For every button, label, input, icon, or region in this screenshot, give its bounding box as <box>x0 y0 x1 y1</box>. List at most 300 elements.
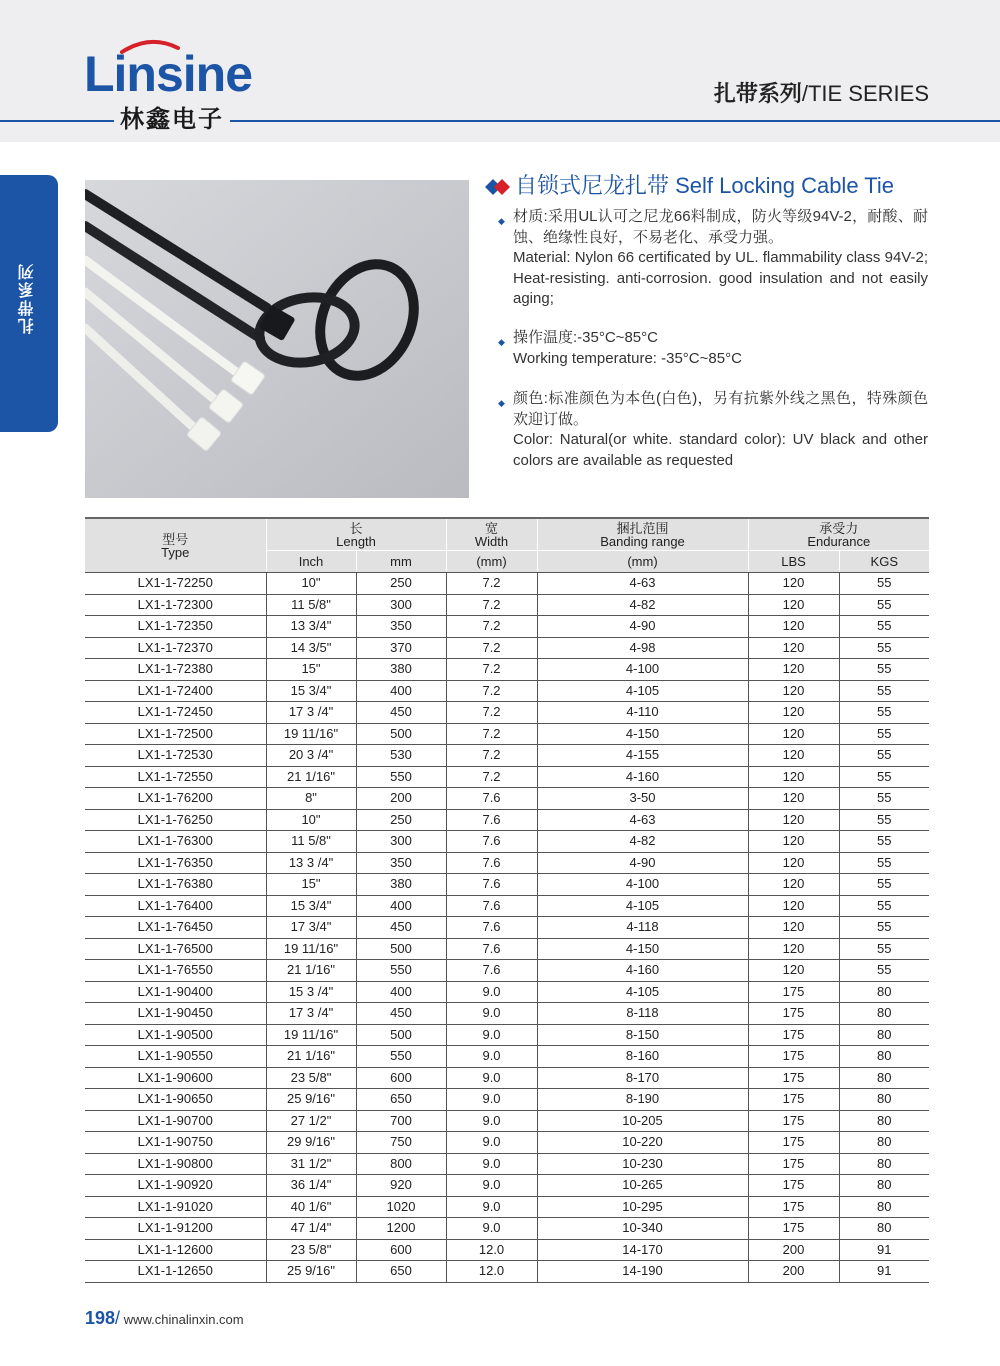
cell-inch: 31 1/2" <box>266 1153 356 1175</box>
cell-width: 9.0 <box>446 1153 537 1175</box>
cell-lbs: 175 <box>748 1003 839 1025</box>
cell-width: 7.2 <box>446 702 537 724</box>
cell-mm: 370 <box>356 637 446 659</box>
cell-type: LX1-1-90700 <box>85 1110 266 1132</box>
cell-type: LX1-1-76200 <box>85 788 266 810</box>
cell-inch: 19 11/16" <box>266 723 356 745</box>
cell-type: LX1-1-12600 <box>85 1239 266 1261</box>
cell-kgs: 55 <box>839 637 929 659</box>
cell-mm: 350 <box>356 852 446 874</box>
cell-inch: 21 1/16" <box>266 960 356 982</box>
cell-lbs: 120 <box>748 680 839 702</box>
feature-material <box>498 207 928 310</box>
cell-range: 4-82 <box>537 594 748 616</box>
cell-lbs: 120 <box>748 766 839 788</box>
cell-lbs: 120 <box>748 594 839 616</box>
cell-range: 4-63 <box>537 573 748 595</box>
cell-lbs: 175 <box>748 1196 839 1218</box>
cell-width: 9.0 <box>446 1067 537 1089</box>
cell-lbs: 120 <box>748 831 839 853</box>
cell-mm: 400 <box>356 981 446 1003</box>
cell-range: 4-105 <box>537 895 748 917</box>
cell-lbs: 175 <box>748 1218 839 1240</box>
cell-kgs: 55 <box>839 938 929 960</box>
cell-type: LX1-1-76380 <box>85 874 266 896</box>
cell-lbs: 175 <box>748 1089 839 1111</box>
cell-mm: 1020 <box>356 1196 446 1218</box>
cell-type: LX1-1-72500 <box>85 723 266 745</box>
cell-inch: 13 3 /4" <box>266 852 356 874</box>
cell-kgs: 80 <box>839 1003 929 1025</box>
cell-mm: 700 <box>356 1110 446 1132</box>
cell-range: 10-205 <box>537 1110 748 1132</box>
series-title-cn: 扎带系列 <box>713 81 802 106</box>
table-row <box>85 1175 929 1197</box>
cell-width: 9.0 <box>446 1218 537 1240</box>
table-row <box>85 659 929 681</box>
table-row <box>85 723 929 745</box>
cell-type: LX1-1-76450 <box>85 917 266 939</box>
cell-inch: 36 1/4" <box>266 1175 356 1197</box>
cell-lbs: 120 <box>748 723 839 745</box>
cell-kgs: 80 <box>839 1153 929 1175</box>
cell-lbs: 120 <box>748 917 839 939</box>
cell-type: LX1-1-90750 <box>85 1132 266 1154</box>
col-length: 长 Length <box>266 518 446 551</box>
spec-table <box>85 517 929 1283</box>
cell-width: 9.0 <box>446 1024 537 1046</box>
cell-mm: 450 <box>356 1003 446 1025</box>
table-row <box>85 1003 929 1025</box>
series-title-en: /TIE SERIES <box>801 81 929 106</box>
cell-kgs: 80 <box>839 1046 929 1068</box>
col-lbs: LBS <box>748 551 839 573</box>
cell-width: 9.0 <box>446 981 537 1003</box>
cell-lbs: 200 <box>748 1239 839 1261</box>
feature-color-en: Color: Natural(or white. standard color): UV black and other colors are available as requested <box>513 431 928 469</box>
cell-range: 10-295 <box>537 1196 748 1218</box>
cell-kgs: 55 <box>839 745 929 767</box>
cell-type: LX1-1-76400 <box>85 895 266 917</box>
cell-lbs: 120 <box>748 637 839 659</box>
cell-range: 4-160 <box>537 766 748 788</box>
cell-type: LX1-1-90400 <box>85 981 266 1003</box>
cell-mm: 800 <box>356 1153 446 1175</box>
cell-inch: 15 3/4" <box>266 895 356 917</box>
cell-width: 9.0 <box>446 1110 537 1132</box>
cell-inch: 19 11/16" <box>266 938 356 960</box>
cell-kgs: 55 <box>839 917 929 939</box>
cell-lbs: 175 <box>748 1175 839 1197</box>
cell-kgs: 80 <box>839 1196 929 1218</box>
cell-kgs: 80 <box>839 1089 929 1111</box>
cell-type: LX1-1-91200 <box>85 1218 266 1240</box>
col-width: 宽 Width <box>446 518 537 551</box>
cell-mm: 650 <box>356 1089 446 1111</box>
cell-kgs: 55 <box>839 809 929 831</box>
table-row <box>85 1067 929 1089</box>
cell-lbs: 175 <box>748 1153 839 1175</box>
cell-mm: 380 <box>356 659 446 681</box>
table-row <box>85 895 929 917</box>
cell-mm: 350 <box>356 616 446 638</box>
cell-range: 8-160 <box>537 1046 748 1068</box>
cell-mm: 380 <box>356 874 446 896</box>
table-row <box>85 1132 929 1154</box>
cell-range: 4-82 <box>537 831 748 853</box>
cell-inch: 15" <box>266 659 356 681</box>
website-url: www.chinalinxin.com <box>123 1312 244 1327</box>
cell-lbs: 175 <box>748 1024 839 1046</box>
cell-kgs: 80 <box>839 1110 929 1132</box>
cell-range: 4-110 <box>537 702 748 724</box>
cell-width: 7.2 <box>446 616 537 638</box>
cell-lbs: 120 <box>748 809 839 831</box>
table-row <box>85 1239 929 1261</box>
cell-inch: 15 3/4" <box>266 680 356 702</box>
cell-mm: 250 <box>356 809 446 831</box>
cell-range: 10-230 <box>537 1153 748 1175</box>
cell-inch: 25 9/16" <box>266 1261 356 1283</box>
cell-width: 12.0 <box>446 1239 537 1261</box>
cell-inch: 20 3 /4" <box>266 745 356 767</box>
cell-lbs: 120 <box>748 852 839 874</box>
table-row <box>85 1046 929 1068</box>
table-row <box>85 960 929 982</box>
cell-kgs: 55 <box>839 702 929 724</box>
cell-width: 9.0 <box>446 1046 537 1068</box>
cell-range: 4-150 <box>537 938 748 960</box>
col-banding-range: 捆扎范围 Banding range <box>537 518 748 551</box>
cell-range: 4-105 <box>537 981 748 1003</box>
cell-range: 10-220 <box>537 1132 748 1154</box>
cell-range: 14-190 <box>537 1261 748 1283</box>
bullet-icon: ◆ <box>498 337 505 347</box>
cell-inch: 15 3 /4" <box>266 981 356 1003</box>
feature-temperature-cn: 操作温度:-35°C~85°C <box>513 329 658 346</box>
cell-mm: 530 <box>356 745 446 767</box>
cell-mm: 750 <box>356 1132 446 1154</box>
cell-lbs: 120 <box>748 659 839 681</box>
cell-width: 9.0 <box>446 1132 537 1154</box>
table-row <box>85 616 929 638</box>
cell-kgs: 55 <box>839 831 929 853</box>
table-row <box>85 637 929 659</box>
feature-color-cn: 颜色:标准颜色为本色(白色)，另有抗紫外线之黑色，特殊颜色欢迎订做。 <box>513 390 928 428</box>
cell-inch: 8" <box>266 788 356 810</box>
cell-range: 8-118 <box>537 1003 748 1025</box>
table-row <box>85 680 929 702</box>
table-row <box>85 788 929 810</box>
cell-width: 9.0 <box>446 1175 537 1197</box>
cell-range: 4-100 <box>537 659 748 681</box>
table-row <box>85 809 929 831</box>
cell-range: 8-170 <box>537 1067 748 1089</box>
col-mm: mm <box>356 551 446 573</box>
cell-kgs: 80 <box>839 1067 929 1089</box>
cell-width: 7.6 <box>446 874 537 896</box>
cell-width: 9.0 <box>446 1089 537 1111</box>
table-row <box>85 766 929 788</box>
cell-range: 4-90 <box>537 852 748 874</box>
cell-width: 7.2 <box>446 573 537 595</box>
table-row <box>85 702 929 724</box>
cell-inch: 11 5/8" <box>266 831 356 853</box>
cell-lbs: 175 <box>748 981 839 1003</box>
cell-width: 7.2 <box>446 745 537 767</box>
cell-type: LX1-1-72380 <box>85 659 266 681</box>
cell-kgs: 55 <box>839 680 929 702</box>
cell-kgs: 80 <box>839 1175 929 1197</box>
footer <box>85 1308 244 1330</box>
cell-inch: 10" <box>266 809 356 831</box>
cell-width: 7.2 <box>446 594 537 616</box>
cell-inch: 14 3/5" <box>266 637 356 659</box>
cell-type: LX1-1-12650 <box>85 1261 266 1283</box>
cell-type: LX1-1-76550 <box>85 960 266 982</box>
feature-temperature-en: Working temperature: -35°C~85°C <box>513 349 742 367</box>
feature-color <box>498 389 928 471</box>
cell-width: 12.0 <box>446 1261 537 1283</box>
col-kgs: KGS <box>839 551 929 573</box>
cell-lbs: 120 <box>748 895 839 917</box>
cell-inch: 40 1/6" <box>266 1196 356 1218</box>
feature-temperature <box>498 328 928 369</box>
table-row <box>85 1261 929 1283</box>
cell-kgs: 55 <box>839 895 929 917</box>
cell-range: 4-90 <box>537 616 748 638</box>
cell-kgs: 55 <box>839 594 929 616</box>
cell-mm: 200 <box>356 788 446 810</box>
product-title <box>485 172 894 200</box>
cell-inch: 17 3 /4" <box>266 702 356 724</box>
cell-type: LX1-1-90800 <box>85 1153 266 1175</box>
footer-slash: / <box>115 1308 121 1328</box>
series-title <box>714 80 929 108</box>
feature-material-cn: 材质:采用UL认可之尼龙66料制成，防火等级94V-2，耐酸、耐蚀、绝缘性良好，不易老化、承受力强。 <box>513 208 928 246</box>
cell-width: 9.0 <box>446 1003 537 1025</box>
cell-type: LX1-1-90920 <box>85 1175 266 1197</box>
cell-kgs: 80 <box>839 1218 929 1240</box>
cell-kgs: 80 <box>839 1132 929 1154</box>
cell-width: 7.6 <box>446 895 537 917</box>
cell-type: LX1-1-90650 <box>85 1089 266 1111</box>
cell-mm: 450 <box>356 702 446 724</box>
product-title-text: 自锁式尼龙扎带 Self Locking Cable Tie <box>515 173 895 198</box>
cell-kgs: 91 <box>839 1261 929 1283</box>
cell-mm: 650 <box>356 1261 446 1283</box>
cell-kgs: 91 <box>839 1239 929 1261</box>
cell-kgs: 55 <box>839 616 929 638</box>
cell-type: LX1-1-90550 <box>85 1046 266 1068</box>
brand-name-cn: 林鑫电子 <box>114 106 230 134</box>
diamond-bullets-icon <box>485 179 511 195</box>
cell-lbs: 120 <box>748 960 839 982</box>
cell-type: LX1-1-72550 <box>85 766 266 788</box>
cell-mm: 500 <box>356 723 446 745</box>
cell-range: 3-50 <box>537 788 748 810</box>
table-row <box>85 1110 929 1132</box>
cell-kgs: 55 <box>839 723 929 745</box>
cell-type: LX1-1-72400 <box>85 680 266 702</box>
table-row <box>85 938 929 960</box>
cell-kgs: 55 <box>839 573 929 595</box>
cell-inch: 15" <box>266 874 356 896</box>
cell-range: 4-155 <box>537 745 748 767</box>
bullet-icon: ◆ <box>498 216 505 226</box>
cell-type: LX1-1-72450 <box>85 702 266 724</box>
cell-inch: 10" <box>266 573 356 595</box>
cell-type: LX1-1-90500 <box>85 1024 266 1046</box>
table-row <box>85 831 929 853</box>
cell-type: LX1-1-90600 <box>85 1067 266 1089</box>
cell-kgs: 80 <box>839 981 929 1003</box>
feature-material-en: Material: Nylon 66 certificated by UL. flammability class 94V-2; Heat-resisting. anti-corrosion. good insulation and not easily aging; <box>513 249 928 307</box>
table-row <box>85 1218 929 1240</box>
cell-range: 4-100 <box>537 874 748 896</box>
cell-width: 7.6 <box>446 960 537 982</box>
table-row <box>85 917 929 939</box>
cell-range: 4-105 <box>537 680 748 702</box>
table-row <box>85 874 929 896</box>
cell-width: 7.2 <box>446 659 537 681</box>
cell-lbs: 175 <box>748 1067 839 1089</box>
col-type: 型号 Type <box>85 518 266 573</box>
table-row <box>85 981 929 1003</box>
cell-width: 7.2 <box>446 766 537 788</box>
cell-inch: 27 1/2" <box>266 1110 356 1132</box>
cell-inch: 23 5/8" <box>266 1239 356 1261</box>
brand-logo: Linsine <box>84 46 253 102</box>
cell-mm: 920 <box>356 1175 446 1197</box>
cell-mm: 300 <box>356 594 446 616</box>
table-row <box>85 1153 929 1175</box>
cell-inch: 23 5/8" <box>266 1067 356 1089</box>
cell-lbs: 175 <box>748 1046 839 1068</box>
cell-lbs: 120 <box>748 788 839 810</box>
cell-inch: 21 1/16" <box>266 1046 356 1068</box>
cell-inch: 25 9/16" <box>266 1089 356 1111</box>
cell-inch: 17 3 /4" <box>266 1003 356 1025</box>
cell-inch: 21 1/16" <box>266 766 356 788</box>
cell-width: 9.0 <box>446 1196 537 1218</box>
cell-type: LX1-1-72530 <box>85 745 266 767</box>
cell-kgs: 55 <box>839 960 929 982</box>
table-row <box>85 594 929 616</box>
table-row <box>85 852 929 874</box>
col-range-unit: (mm) <box>537 551 748 573</box>
cell-lbs: 120 <box>748 874 839 896</box>
cell-mm: 400 <box>356 680 446 702</box>
cell-mm: 600 <box>356 1239 446 1261</box>
cell-type: LX1-1-72250 <box>85 573 266 595</box>
table-row <box>85 1089 929 1111</box>
cell-width: 7.2 <box>446 680 537 702</box>
cell-type: LX1-1-91020 <box>85 1196 266 1218</box>
cell-mm: 400 <box>356 895 446 917</box>
cell-range: 4-98 <box>537 637 748 659</box>
table-row <box>85 573 929 595</box>
cell-mm: 1200 <box>356 1218 446 1240</box>
cell-range: 14-170 <box>537 1239 748 1261</box>
cell-width: 7.6 <box>446 852 537 874</box>
spec-table-body <box>85 573 929 1283</box>
cell-type: LX1-1-76300 <box>85 831 266 853</box>
cell-kgs: 55 <box>839 874 929 896</box>
cell-width: 7.6 <box>446 938 537 960</box>
cell-type: LX1-1-76500 <box>85 938 266 960</box>
table-row <box>85 1196 929 1218</box>
cell-width: 7.6 <box>446 809 537 831</box>
cell-range: 8-150 <box>537 1024 748 1046</box>
cell-range: 4-63 <box>537 809 748 831</box>
cell-range: 8-190 <box>537 1089 748 1111</box>
cell-width: 7.2 <box>446 637 537 659</box>
cell-lbs: 120 <box>748 745 839 767</box>
cell-type: LX1-1-72300 <box>85 594 266 616</box>
cell-mm: 500 <box>356 938 446 960</box>
cell-kgs: 55 <box>839 788 929 810</box>
cell-type: LX1-1-72370 <box>85 637 266 659</box>
cell-width: 7.2 <box>446 723 537 745</box>
cell-mm: 450 <box>356 917 446 939</box>
cell-width: 7.6 <box>446 831 537 853</box>
cell-lbs: 175 <box>748 1110 839 1132</box>
table-row <box>85 745 929 767</box>
cell-kgs: 55 <box>839 659 929 681</box>
cell-lbs: 120 <box>748 702 839 724</box>
cell-type: LX1-1-72350 <box>85 616 266 638</box>
cell-mm: 300 <box>356 831 446 853</box>
cell-range: 4-150 <box>537 723 748 745</box>
cell-lbs: 175 <box>748 1132 839 1154</box>
cell-inch: 29 9/16" <box>266 1132 356 1154</box>
cell-mm: 550 <box>356 960 446 982</box>
cell-inch: 13 3/4" <box>266 616 356 638</box>
cell-width: 7.6 <box>446 788 537 810</box>
cell-kgs: 55 <box>839 852 929 874</box>
cell-inch: 17 3/4" <box>266 917 356 939</box>
cell-mm: 550 <box>356 766 446 788</box>
cell-lbs: 120 <box>748 616 839 638</box>
col-inch: Inch <box>266 551 356 573</box>
cell-range: 4-118 <box>537 917 748 939</box>
cell-width: 7.6 <box>446 917 537 939</box>
table-row <box>85 1024 929 1046</box>
col-endurance: 承受力 Endurance <box>748 518 929 551</box>
cell-inch: 11 5/8" <box>266 594 356 616</box>
cell-range: 10-265 <box>537 1175 748 1197</box>
side-tab-label: 扎带系列 <box>19 262 36 334</box>
cell-type: LX1-1-76350 <box>85 852 266 874</box>
cell-lbs: 120 <box>748 938 839 960</box>
cell-mm: 250 <box>356 573 446 595</box>
bullet-icon: ◆ <box>498 398 505 408</box>
cell-inch: 19 11/16" <box>266 1024 356 1046</box>
col-width-unit: (mm) <box>446 551 537 573</box>
cell-mm: 600 <box>356 1067 446 1089</box>
cell-kgs: 55 <box>839 766 929 788</box>
cell-range: 10-340 <box>537 1218 748 1240</box>
cell-mm: 550 <box>356 1046 446 1068</box>
cell-lbs: 200 <box>748 1261 839 1283</box>
cell-mm: 500 <box>356 1024 446 1046</box>
cell-kgs: 80 <box>839 1024 929 1046</box>
cell-range: 4-160 <box>537 960 748 982</box>
page-number: 198 <box>85 1308 116 1328</box>
product-photo <box>85 180 469 498</box>
cell-type: LX1-1-90450 <box>85 1003 266 1025</box>
